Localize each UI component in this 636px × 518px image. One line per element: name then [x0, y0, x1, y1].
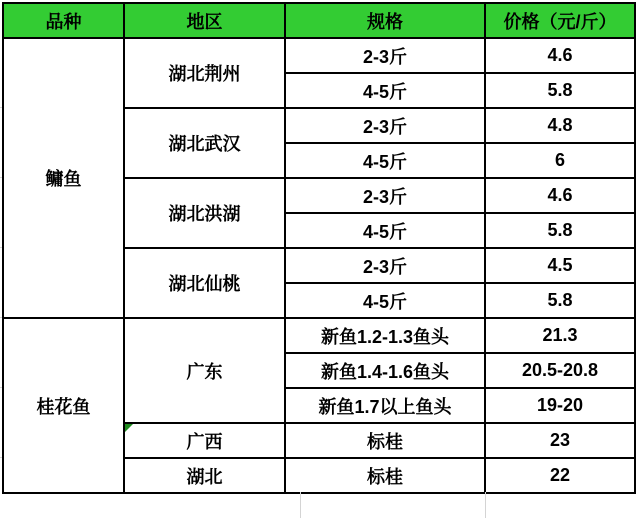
- header-cell-variety[interactable]: 品种: [3, 3, 124, 38]
- region-cell[interactable]: 广西: [124, 423, 285, 458]
- region-cell[interactable]: 湖北仙桃: [124, 248, 285, 318]
- region-cell[interactable]: 湖北荆州: [124, 38, 285, 108]
- price-cell[interactable]: 19-20: [485, 388, 635, 423]
- spec-cell[interactable]: 2-3斤: [285, 108, 485, 143]
- gridline-extension: [485, 492, 486, 518]
- price-cell[interactable]: 5.8: [485, 213, 635, 248]
- region-cell[interactable]: 湖北: [124, 458, 285, 493]
- gridline-tick: [0, 457, 2, 458]
- header-cell-region[interactable]: 地区: [124, 3, 285, 38]
- gridline-extension: [300, 492, 301, 518]
- spec-cell[interactable]: 2-3斤: [285, 248, 485, 283]
- price-cell[interactable]: 5.8: [485, 283, 635, 318]
- price-cell[interactable]: 5.8: [485, 73, 635, 108]
- price-cell[interactable]: 21.3: [485, 318, 635, 353]
- header-row: [3, 3, 635, 38]
- price-cell[interactable]: 4.6: [485, 38, 635, 73]
- gridline-tick: [0, 317, 2, 318]
- region-cell[interactable]: 湖北武汉: [124, 108, 285, 178]
- gridline-tick: [0, 387, 2, 388]
- header-cell-spec[interactable]: 规格: [285, 3, 485, 38]
- variety-cell[interactable]: 鳙鱼: [3, 38, 124, 318]
- spec-cell[interactable]: 标桂: [285, 423, 485, 458]
- spec-cell[interactable]: 4-5斤: [285, 213, 485, 248]
- spec-cell[interactable]: 新鱼1.4-1.6鱼头: [285, 353, 485, 388]
- gridline-tick: [0, 107, 2, 108]
- header-cell-price[interactable]: 价格（元/斤）: [485, 3, 635, 38]
- spec-cell[interactable]: 2-3斤: [285, 38, 485, 73]
- spec-cell[interactable]: 新鱼1.7以上鱼头: [285, 388, 485, 423]
- spec-cell[interactable]: 4-5斤: [285, 143, 485, 178]
- region-cell[interactable]: 湖北洪湖: [124, 178, 285, 248]
- spec-cell[interactable]: 新鱼1.2-1.3鱼头: [285, 318, 485, 353]
- price-cell[interactable]: 23: [485, 423, 635, 458]
- price-cell[interactable]: 22: [485, 458, 635, 493]
- spec-cell[interactable]: 标桂: [285, 458, 485, 493]
- price-cell[interactable]: 6: [485, 143, 635, 178]
- spec-cell[interactable]: 4-5斤: [285, 73, 485, 108]
- spec-cell[interactable]: 2-3斤: [285, 178, 485, 213]
- variety-cell[interactable]: 桂花鱼: [3, 318, 124, 493]
- price-cell[interactable]: 20.5-20.8: [485, 353, 635, 388]
- price-cell[interactable]: 4.6: [485, 178, 635, 213]
- table-row: [3, 38, 635, 73]
- fish-price-table: [2, 2, 636, 494]
- gridline-tick: [0, 177, 2, 178]
- gridline-tick: [0, 247, 2, 248]
- price-cell[interactable]: 4.8: [485, 108, 635, 143]
- table-row: [3, 318, 635, 353]
- cell-flag-icon: [125, 424, 133, 432]
- region-cell[interactable]: 广东: [124, 318, 285, 423]
- spec-cell[interactable]: 4-5斤: [285, 283, 485, 318]
- price-cell[interactable]: 4.5: [485, 248, 635, 283]
